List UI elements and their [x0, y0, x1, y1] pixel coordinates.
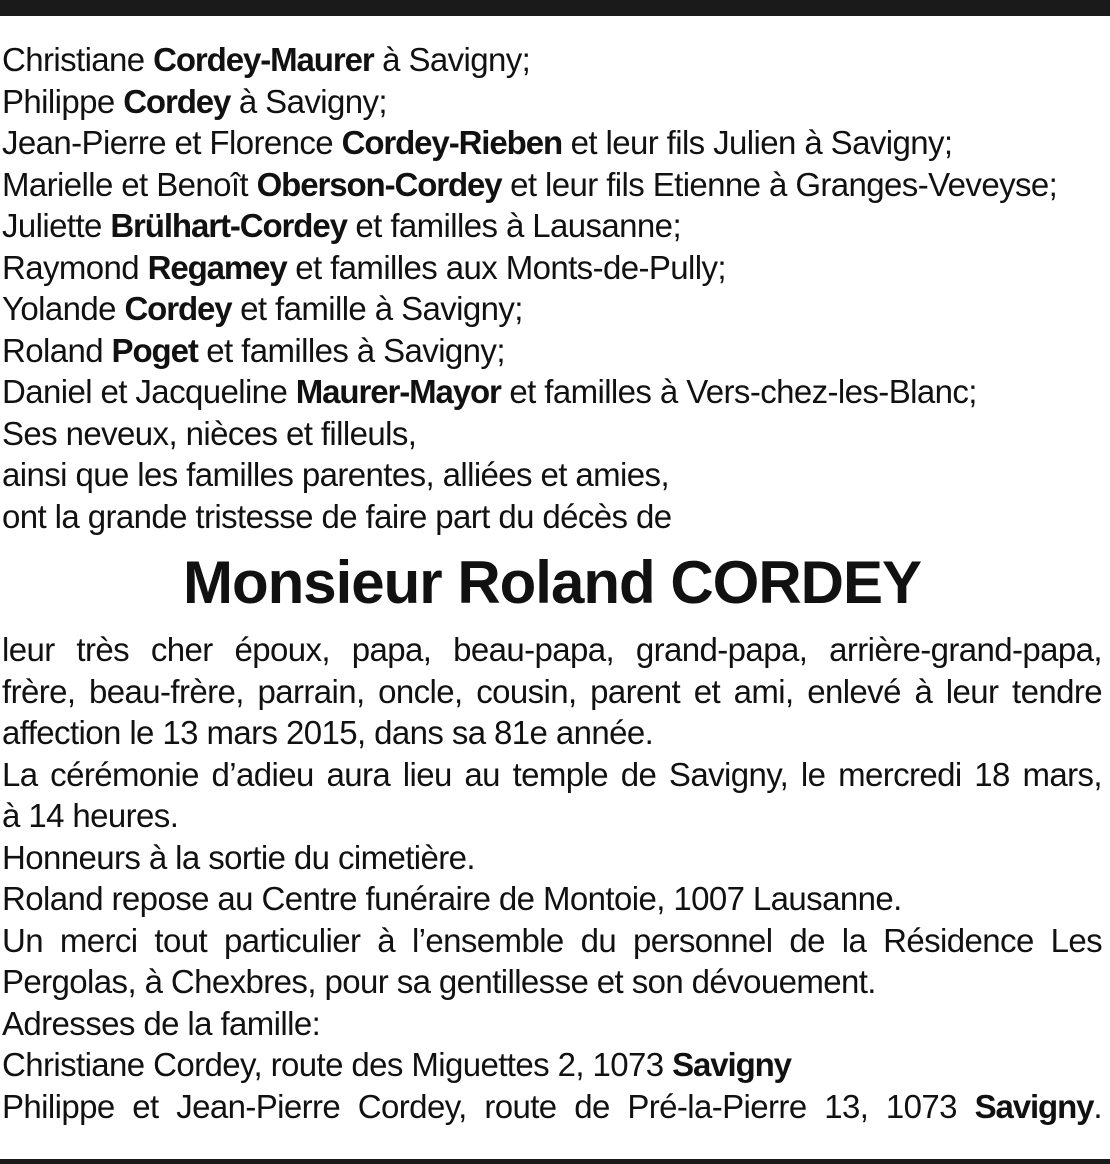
thanks-line: Un merci tout particulier à l’ensemble du personnel de la Résidence Les [2, 921, 1102, 959]
address-line-2 [2, 1086, 1102, 1128]
family-name-surname: Oberson-Cordey [256, 165, 502, 203]
honours-line: Honneurs à la sortie du cimetière. [2, 838, 476, 876]
family-name-given: Raymond [2, 248, 148, 286]
family-line-7 [2, 288, 1102, 330]
family-name-location: à Savigny; [373, 41, 531, 78]
address-city: Savigny [672, 1046, 791, 1083]
family-name-location: et leur fils Etienne à Granges-Veveyse; [501, 165, 1058, 203]
family-line-8 [2, 330, 1102, 372]
top-rule [0, 0, 1110, 16]
family-name-given: Juliette [2, 207, 111, 244]
family-name-given: Roland [2, 331, 112, 369]
family-name-location: et familles aux Monts-de-Pully; [286, 248, 726, 286]
family-name-surname: Cordey-Maurer [153, 41, 374, 78]
address-line-1 [2, 1044, 1102, 1086]
family-name-surname: Maurer-Mayor [295, 373, 501, 410]
family-line-6 [2, 247, 1102, 289]
body-line: frère, beau-frère, parrain, oncle, cousin, parent et ami, enlevé à leur tendre [2, 672, 1102, 710]
ceremony-line: La cérémonie d’adieu aura lieu au temple de Savigny, le mercredi 18 mars, [2, 755, 1102, 793]
family-name-given: Yolande [2, 290, 125, 327]
family-name-surname: Regamey [147, 248, 287, 286]
body-line: leur très cher époux, papa, beau-papa, grand-papa, arrière-grand-papa, [2, 631, 1102, 668]
family-name-surname: Cordey-Rieben [341, 124, 562, 161]
body-line: affection le 13 mars 2015, dans sa 81e année. [2, 714, 654, 751]
address-end: . [1093, 1087, 1102, 1125]
family-line-9 [2, 371, 1102, 413]
family-line-1 [2, 39, 1102, 81]
family-name-location: et familles à Savigny; [197, 331, 505, 369]
family-name-location: et famille à Savigny; [231, 290, 523, 327]
thanks-line: Pergolas, à Chexbres, pour sa gentillesse et son dévouement. [2, 963, 876, 1000]
intro-line-1: Ses neveux, nièces et filleuls, [2, 414, 417, 452]
family-line-4 [2, 164, 1102, 206]
family-name-location: et leur fils Julien à Savigny; [562, 124, 953, 161]
ceremony-line: à 14 heures. [2, 797, 179, 834]
address-city: Savigny [974, 1087, 1094, 1125]
addresses-label: Adresses de la famille: [2, 1004, 321, 1042]
family-name-given: Jean-Pierre et Florence [2, 124, 342, 161]
family-line-5 [2, 205, 1102, 247]
family-name-given: Marielle et Benoît [2, 165, 257, 203]
family-name-given: Philippe [2, 82, 124, 120]
intro-line-3: ont la grande tristesse de faire part du décès de [2, 497, 672, 535]
family-line-2 [2, 81, 1102, 123]
family-name-given: Daniel et Jacqueline [2, 373, 296, 410]
family-name-location: et familles à Lausanne; [346, 207, 682, 244]
family-name-given: Christiane [2, 41, 154, 78]
address-text: Christiane Cordey, route des Miguettes 2, 1073 [2, 1046, 673, 1083]
address-text: Philippe et Jean-Pierre Cordey, route de Pré-la-Pierre 13, 1073 [2, 1087, 975, 1125]
family-name-location: et familles à Vers-chez-les-Blanc; [500, 373, 977, 410]
family-name-surname: Brülhart-Cordey [110, 207, 347, 244]
deceased-name-heading: Monsieur Roland CORDEY [182, 549, 922, 616]
family-name-surname: Cordey [123, 82, 231, 120]
rest-location-line: Roland repose au Centre funéraire de Montoie, 1007 Lausanne. [2, 880, 902, 917]
obituary-notice [2, 39, 1102, 1127]
intro-line-2: ainsi que les familles parentes, alliées et amies, [2, 456, 670, 493]
family-name-location: à Savigny; [230, 82, 387, 120]
family-name-surname: Poget [111, 331, 198, 369]
family-line-3 [2, 122, 1102, 164]
bottom-rule [0, 1159, 1110, 1164]
family-name-surname: Cordey [124, 290, 232, 327]
